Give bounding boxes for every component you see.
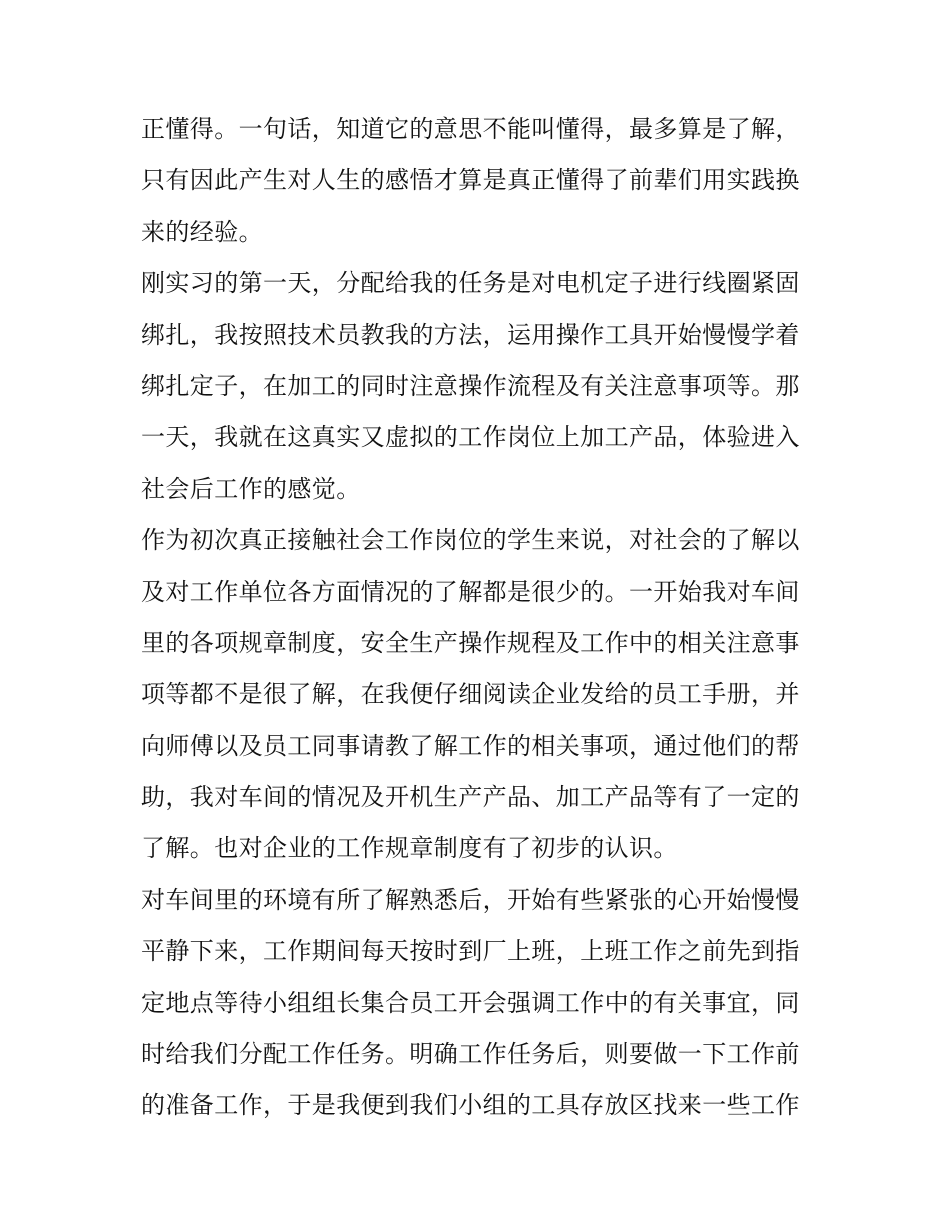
text-line: 及对工作单位各方面情况的了解都是很少的。一开始我对车间	[141, 577, 800, 606]
text-line: 一天，我就在这真实又虚拟的工作岗位上加工产品，体验进入	[141, 423, 800, 452]
text-line: 助，我对车间的情况及开机生产产品、加工产品等有了一定的	[141, 783, 800, 812]
text-line: 对车间里的环境有所了解熟悉后，开始有些紧张的心开始慢慢	[141, 885, 800, 914]
document-body	[141, 104, 813, 1132]
text-line: 定地点等待小组组长集合员工开会强调工作中的有关事宜，同	[141, 988, 800, 1017]
paragraph-3	[141, 515, 813, 875]
paragraph-4	[141, 875, 813, 1132]
paragraph-1	[141, 104, 813, 258]
text-line: 绑扎，我按照技术员教我的方法，运用操作工具开始慢慢学着	[141, 320, 800, 349]
text-line: 来的经验。	[141, 217, 263, 246]
text-line: 只有因此产生对人生的感悟才算是真正懂得了前辈们用实践换	[141, 166, 800, 195]
text-line: 绑扎定子，在加工的同时注意操作流程及有关注意事项等。那	[141, 371, 800, 400]
text-line: 里的各项规章制度，安全生产操作规程及工作中的相关注意事	[141, 628, 800, 657]
text-line: 了解。也对企业的工作规章制度有了初步的认识。	[141, 834, 678, 863]
text-line: 时给我们分配工作任务。明确工作任务后，则要做一下工作前	[141, 1040, 800, 1069]
text-line: 作为初次真正接触社会工作岗位的学生来说，对社会的了解以	[141, 526, 800, 555]
text-line: 社会后工作的感觉。	[141, 474, 361, 503]
text-line: 正懂得。一句话，知道它的意思不能叫懂得，最多算是了解，	[141, 115, 800, 143]
text-line: 刚实习的第一天，分配给我的任务是对电机定子进行线圈紧固	[141, 269, 800, 298]
text-line: 的准备工作，于是我便到我们小组的工具存放区找来一些工作	[141, 1091, 800, 1120]
text-line: 项等都不是很了解，在我便仔细阅读企业发给的员工手册，并	[141, 680, 800, 709]
text-line: 向师傅以及员工同事请教了解工作的相关事项，通过他们的帮	[141, 731, 800, 760]
paragraph-2	[141, 258, 813, 515]
text-line: 平静下来，工作期间每天按时到厂上班，上班工作之前先到指	[141, 937, 800, 966]
